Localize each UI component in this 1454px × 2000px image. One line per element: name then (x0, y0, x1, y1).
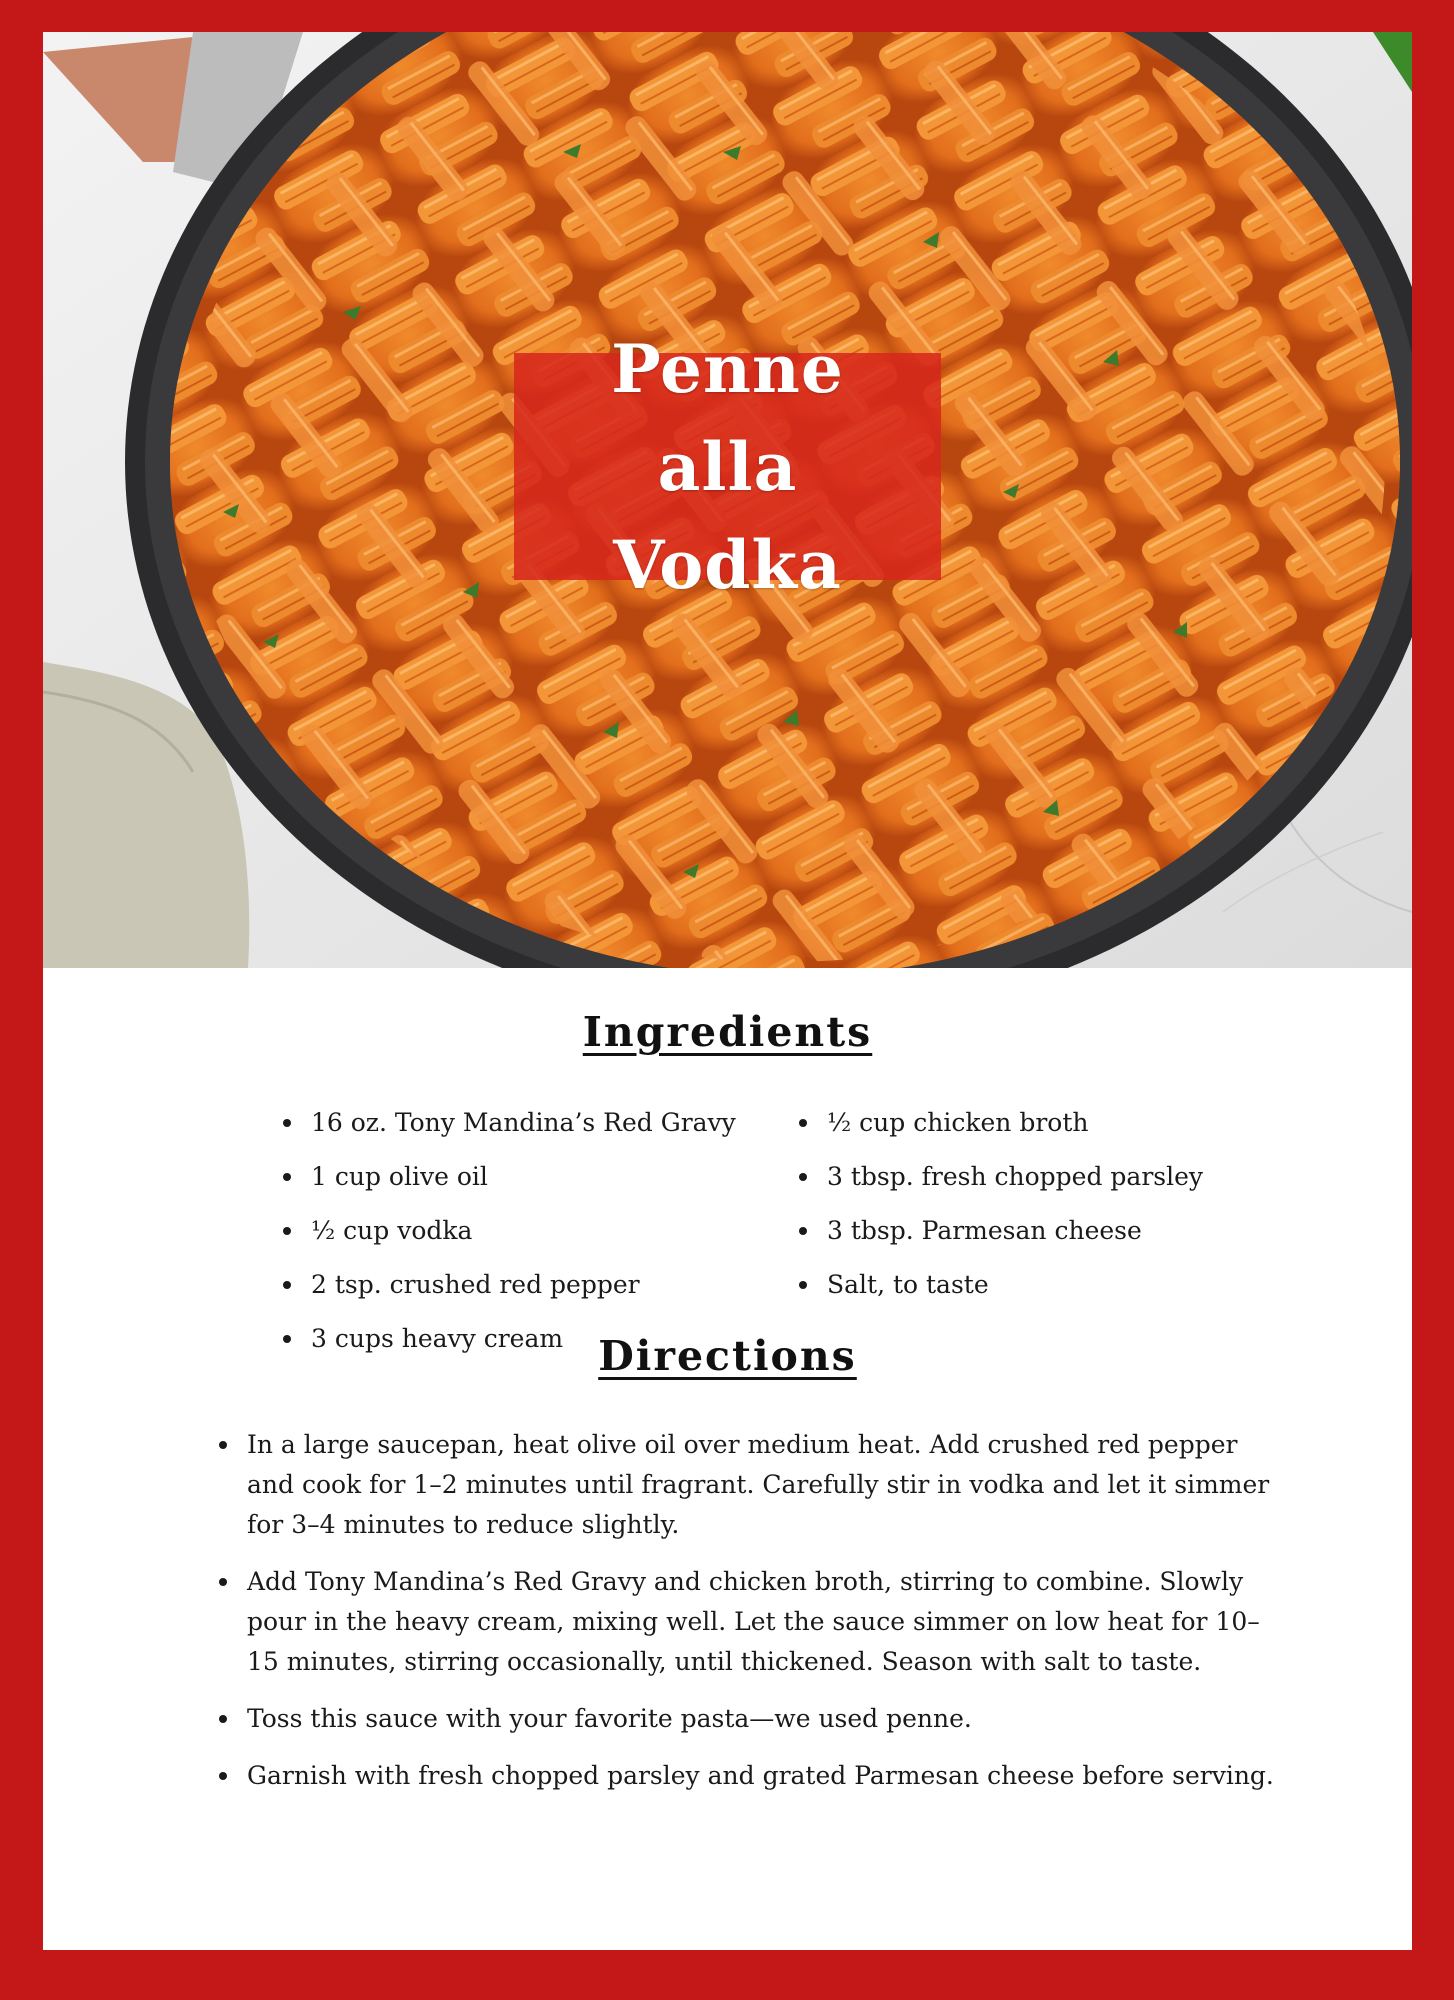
ingredient-item: Salt, to taste (798, 1258, 1203, 1312)
ingredient-item: ½ cup chicken broth (798, 1096, 1203, 1150)
ingredients-heading (43, 1008, 1412, 1056)
directions-heading-text: Directions (598, 1332, 857, 1380)
title-banner (514, 329, 941, 604)
direction-step: Garnish with fresh chopped parsley and grated Parmesan cheese before serving. (218, 1756, 1278, 1796)
ingredient-item: 1 cup olive oil (282, 1150, 736, 1204)
ingredient-item: 2 tsp. crushed red pepper (282, 1258, 736, 1312)
ingredients-list-right (798, 1096, 1203, 1312)
recipe-title: Penne alla Vodka (611, 329, 844, 604)
directions-list (218, 1425, 1278, 1813)
direction-step: Toss this sauce with your favorite pasta—we used penne. (218, 1699, 1278, 1739)
ingredient-item: 16 oz. Tony Mandina’s Red Gravy (282, 1096, 736, 1150)
ingredients-heading-text: Ingredients (582, 1008, 873, 1056)
ingredients-list-left (282, 1096, 736, 1366)
ingredient-item: 3 tbsp. Parmesan cheese (798, 1204, 1203, 1258)
recipe-card (43, 32, 1412, 1950)
ingredient-item: ½ cup vodka (282, 1204, 736, 1258)
ingredient-item: 3 cups heavy cream (282, 1312, 736, 1366)
hero-photo (43, 32, 1412, 968)
directions-heading (43, 1332, 1412, 1380)
direction-step: In a large saucepan, heat olive oil over medium heat. Add crushed red pepper and cook for 1–2 minutes until fragrant. Carefully stir in vodka and let it simmer for 3–4 minutes to reduce slightly. (218, 1425, 1278, 1545)
ingredient-item: 3 tbsp. fresh chopped parsley (798, 1150, 1203, 1204)
direction-step: Add Tony Mandina’s Red Gravy and chicken broth, stirring to combine. Slowly pour in the heavy cream, mixing well. Let the sauce simmer on low heat for 10–15 minutes, stirring occasionally, until thickened. Season with salt to taste. (218, 1562, 1278, 1682)
